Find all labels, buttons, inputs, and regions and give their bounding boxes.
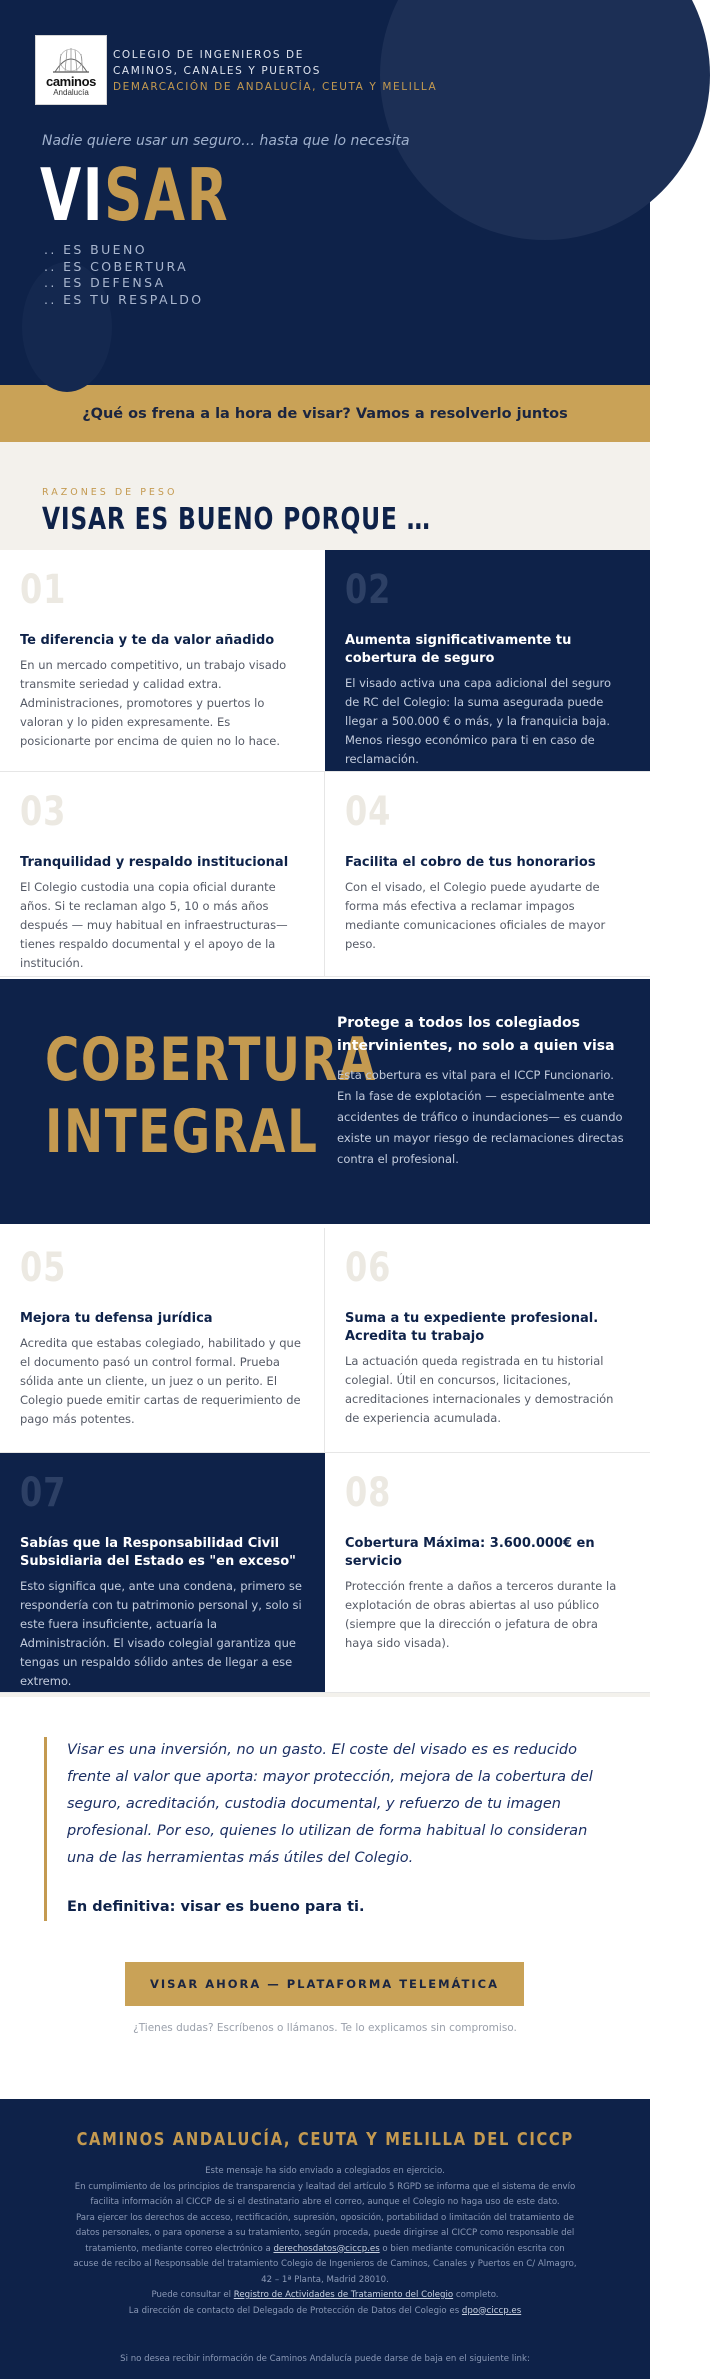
hero-bullets <box>44 242 204 308</box>
reason-text: En un mercado competitivo, un trabajo visado transmite seriedad y calidad extra. Administraciones, promotores y puertos lo valoran y lo piden expresamente. Es posicionarte por encima de quien no lo hace. <box>20 658 287 748</box>
footer-title-text: CAMINOS ANDALUCÍA, CEUTA Y MELILLA DEL CICCP <box>76 2129 574 2150</box>
dpo-email-link[interactable]: dpo@ciccp.es <box>461 2305 522 2316</box>
reason-text: Con el visado, el Colegio puede ayudarte de forma más efectiva a reclamar impagos mediante comunicaciones oficiales de mayor peso. <box>345 880 606 951</box>
footer-text: o bien mediante comunicación escrita con <box>379 2243 565 2254</box>
footer-line: facilita información al CICCP de si el destinatario abre el correo, aunque el Colegio no haga uso de este dato. <box>90 2197 560 2207</box>
reason-number: 01 <box>20 567 67 613</box>
reason-text: Protección frente a daños a terceros durante la explotación de obras abiertas al uso público (siempre que la dirección o jefatura de obra haya sido visada). <box>345 1579 617 1650</box>
conclusion-quote <box>44 1737 616 1921</box>
coverage-label <box>45 1024 377 1168</box>
coverage-text: Esta cobertura es vital para el ICCP Funcionario. En la fase de explotación — especialmente ante accidentes de tráfico o inundaciones— es cuando existe un mayor riesgo de reclamaciones directas contra el profesional. <box>337 1068 624 1166</box>
reason-title: Suma a tu expediente profesional. Acredita tu trabajo <box>345 1311 599 1344</box>
hero-bullet: .. ES BUENO <box>44 242 147 257</box>
footer-text: La dirección de contacto del Delegado de Protección de Datos del Colegio es <box>128 2305 462 2316</box>
reason-card-06 <box>325 1228 650 1453</box>
footer-line <box>40 2242 610 2258</box>
reason-number: 03 <box>20 789 67 835</box>
reason-number: 04 <box>345 789 392 835</box>
footer-text: completo. <box>453 2290 499 2300</box>
reason-title: Tranquilidad y respaldo institucional <box>20 855 289 870</box>
quote-conclusion: En definitiva: visar es bueno para ti. <box>67 1899 365 1915</box>
footer <box>0 2099 650 2379</box>
org-line-2: CAMINOS, CANALES Y PUERTOS <box>113 65 322 77</box>
reason-card-08 <box>325 1453 650 1693</box>
org-line-3: DEMARCACIÓN DE ANDALUCÍA, CEUTA Y MELILLA <box>113 81 438 93</box>
logo-subtitle: Andalucía <box>53 87 89 97</box>
organization-name <box>113 47 437 95</box>
cta-subtext: ¿Tienes dudas? Escríbenos o llámanos. Te lo explicamos sin compromiso. <box>133 2022 517 2034</box>
unsubscribe-text: Si no desea recibir información de Caminos Andalucía puede darse de baja en el siguiente link: <box>120 2354 530 2364</box>
question-band <box>0 385 650 442</box>
footer-line: datos personales, o para oponerse a su tratamiento, según proceda, puede dirigirse al CICCP como responsable del <box>75 2228 575 2238</box>
reason-title: Te diferencia y te da valor añadido <box>20 633 275 648</box>
reason-title: Mejora tu defensa jurídica <box>20 1311 213 1326</box>
reason-title: Sabías que la Responsabilidad Civil Subsidiaria del Estado es "en exceso" <box>20 1536 296 1569</box>
reasons-grid-top <box>0 550 650 977</box>
quote-text: Visar es una inversión, no un gasto. El coste del visado es es reducido frente al valor que aporta: mayor protección, mejora de la cobertura del seguro, acreditación, custodia documental, y refuerzo de tu imagen profesional. Por eso, quienes lo utilizan de forma habitual lo consideran una de las herramientas más útiles del Colegio. <box>67 1742 593 1866</box>
hero-title-white: VI <box>40 153 105 237</box>
reason-number: 05 <box>20 1245 67 1291</box>
hero-bullet: .. ES DEFENSA <box>44 275 166 290</box>
reasons-header <box>0 442 650 550</box>
reason-text: Acredita que estabas colegiado, habilitado y que el documento pasó un control formal. Prueba sólida ante un cliente, un juez o un perito. El Colegio puede emitir cartas de requerimiento de pago más potentes. <box>20 1336 301 1426</box>
hero-tagline: Nadie quiere usar un seguro… hasta que lo necesita <box>42 133 410 149</box>
reason-card-02 <box>325 550 650 772</box>
hero-bullet: .. ES TU RESPALDO <box>44 291 204 307</box>
hero-title <box>40 150 229 240</box>
reason-card-03 <box>0 772 325 977</box>
reason-number: 08 <box>345 1470 392 1516</box>
reason-number: 06 <box>345 1245 392 1291</box>
reason-title: Aumenta significativamente tu cobertura de seguro <box>345 633 572 666</box>
logo-word: caminos <box>46 73 96 89</box>
reason-title: Facilita el cobro de tus honorarios <box>345 855 596 870</box>
footer-line: En cumplimiento de los principios de transparencia y lealtad del artículo 5 RGPD se informa que el sistema de envío <box>74 2181 576 2192</box>
reason-card-05 <box>0 1228 325 1453</box>
footer-text: Puede consultar el <box>151 2290 234 2300</box>
footer-line <box>40 2304 610 2320</box>
org-line-1: COLEGIO DE INGENIEROS DE <box>113 49 304 61</box>
footer-line: Este mensaje ha sido enviado a colegiados en ejercicio. <box>205 2166 445 2176</box>
conclusion-section <box>0 1693 650 2099</box>
footer-line: 42 – 1ª Planta, Madrid 28010. <box>261 2274 389 2285</box>
reason-card-01 <box>0 550 325 772</box>
coverage-label-line: COBERTURA <box>45 1025 377 1095</box>
footer-line <box>40 2288 610 2304</box>
decorative-circle <box>380 0 710 240</box>
footer-legal-text <box>40 2164 610 2319</box>
bridge-emblem-icon <box>49 44 93 76</box>
reason-number: 02 <box>345 567 392 613</box>
reasons-grid-bottom <box>0 1228 650 1693</box>
rights-email-link[interactable]: derechosdatos@ciccp.es <box>273 2243 380 2254</box>
visar-now-button[interactable]: VISAR AHORA — PLATAFORMA TELEMÁTICA <box>125 1962 524 2006</box>
hero-title-gold: SAR <box>104 153 230 237</box>
coverage-title: Protege a todos los colegiados intervinientes, no solo a quien visa <box>337 1015 615 1054</box>
footer-line: acuse de recibo al Responsable del tratamiento Colegio de Ingenieros de Caminos, Canales y Puertos en C/ Almagro, <box>73 2259 577 2269</box>
reason-title: Cobertura Máxima: 3.600.000€ en servicio <box>345 1536 595 1569</box>
coverage-label-line: INTEGRAL <box>45 1097 319 1167</box>
hero-section <box>0 0 650 385</box>
footer-line: Para ejercer los derechos de acceso, rectificación, supresión, oposición, portabilidad o limitación del tratamiento de <box>75 2212 575 2223</box>
reason-text: El Colegio custodia una copia oficial durante años. Si te reclaman algo 5, 10 o más años después — muy habitual en infraestructuras— tienes respaldo documental y el apoyo de la institución. <box>20 880 288 970</box>
question-band-text: ¿Qué os frena a la hora de visar? Vamos a resolverlo juntos <box>82 405 568 422</box>
coverage-section <box>0 979 650 1224</box>
reason-number: 07 <box>20 1470 67 1516</box>
processing-register-link[interactable]: Registro de Actividades de Tratamiento del Colegio <box>233 2290 454 2300</box>
reason-card-07 <box>0 1453 325 1693</box>
reason-card-04 <box>325 772 650 977</box>
reasons-eyebrow: RAZONES DE PESO <box>42 487 178 498</box>
reason-text: La actuación queda registrada en tu historial colegial. Útil en concursos, licitaciones, acreditaciones internacionales y demostración de experiencia acumulada. <box>345 1354 614 1425</box>
reason-text: Esto significa que, ante una condena, primero se respondería con tu patrimonio personal y, solo si este fuera insuficiente, actuaría la Administración. El visado colegial garantiza que tengas un respaldo sólido antes de llegar a ese extremo. <box>20 1579 302 1688</box>
logo <box>35 35 107 105</box>
hero-bullet: .. ES COBERTURA <box>44 258 189 274</box>
footer-title <box>0 2129 650 2150</box>
reason-text: El visado activa una capa adicional del seguro de RC del Colegio: la suma asegurada puede llegar a 500.000 € o más, y la franquicia baja. Menos riesgo económico para ti en caso de reclamación. <box>345 676 612 766</box>
footer-text: tratamiento, mediante correo electrónico a <box>85 2243 274 2254</box>
reasons-title: VISAR ES BUENO PORQUE … <box>42 502 431 537</box>
